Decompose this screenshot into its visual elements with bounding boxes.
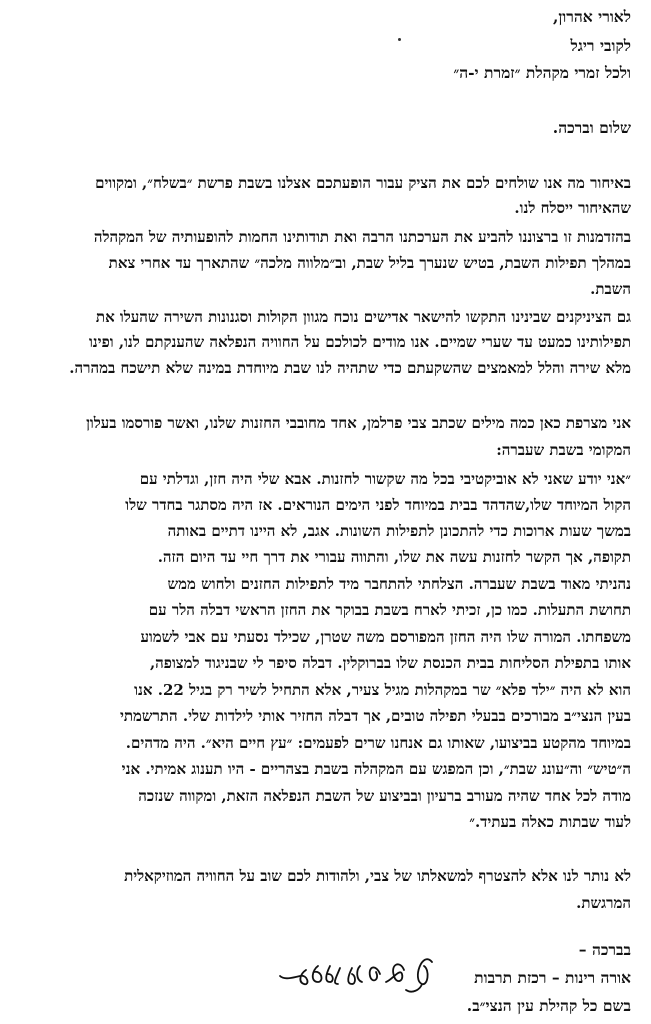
quote-line-10: בעין הנצי״ב מבורכים בבעלי תפילה טובים, אך דבלה החזיר אותי לילדות שלי. התרשמתי bbox=[119, 707, 631, 725]
quote-line-13: מודה לכל אחד שהיה מעורב ברעיון ובביצוע של השבת הנפלאה הזאת, ומקווה שנזכה bbox=[138, 787, 631, 805]
signoff-blessing: בברכה – bbox=[578, 940, 631, 959]
greeting: שלום וברכה. bbox=[552, 118, 631, 137]
quote-line-8: אותו בתפילת הסליחות בבית הכנסת שלו בברוקלין. דבלה סיפר לי שבניגוד למצופה, bbox=[149, 654, 631, 672]
paragraph-1-line-1: באיחור מה אנו שולחים לכם את הציק עבור הופעתכם אצלנו בשבת פרשת ״בשלח״, ומקווים bbox=[95, 174, 631, 192]
quote-line-6: תחושת התעלות. כמו כן, זכיתי לארח בשבת בבוקר את החזן הראשי דבלה הלר עם bbox=[148, 601, 631, 619]
handwritten-signature bbox=[272, 940, 442, 1000]
paragraph-3-line-2: תפילותינו כמעט עד שערי שמיים. אנו מודים לכולכם על החוויה הנפלאה שהענקתם לנו, ופינו bbox=[88, 333, 631, 351]
paragraph-4-line-2: המקומי בשבת שעברה: bbox=[496, 441, 631, 459]
paragraph-2-line-1: בהזדמנות זו ברצוננו להביע את הערכתנו הרבה ואת תודותינו החמות להופעותיה של המקהלה bbox=[93, 228, 631, 246]
quote-line-2: הקול המיוחד שלו,שהדהד בבית במיוחד לפני הימים הנוראים. אז היה מסתגר בחדר שלו bbox=[125, 496, 631, 514]
paragraph-2-line-3: השבת. bbox=[590, 280, 631, 298]
paragraph-3-line-1: גם הציניקנים שבינינו התקשו להישאר אדישים נוכח מגוון הקולות וסגנונות השירה שהעלו את bbox=[95, 308, 631, 326]
quote-line-7: משפחתו. המורה שלו היה החזן המפורסם משה שטרן, שכילד נסעתי עם אבי לשמוע bbox=[140, 628, 631, 646]
recipient-line-2: לקובי ריגל bbox=[570, 36, 631, 55]
signoff-name-role: אורה רינות – רכזת תרבות bbox=[474, 968, 631, 987]
paragraph-1-line-2: שהאיחור ייסלח לנו. bbox=[514, 199, 631, 217]
recipient-line-3: ולכל זמרי מקהלת ״זמרת י-ה״ bbox=[453, 63, 631, 82]
recipient-line-1: לאורי אהרון, bbox=[552, 7, 631, 26]
quote-line-5: נהניתי מאוד בשבת שעברה. הצלחתי להתחבר מיד לתפילות החזנים ולחוש ממש bbox=[167, 575, 631, 593]
quote-line-3: במשך שעות ארוכות כדי להתכונן לתפילות השונות. אגב, לא היינו דתיים באותה bbox=[167, 522, 631, 540]
signoff-on-behalf: בשם כל קהילת עין הנצי״ב. bbox=[466, 996, 631, 1015]
paragraph-2-line-2: במהלך תפילות השבת, בטיש שנערך בליל שבת, וב״מלווה מלכה״ שהתארך עד אחרי צאת bbox=[108, 254, 631, 272]
closing-line-2: המרגשת. bbox=[576, 894, 631, 912]
quote-line-4: תקופה, אך הקשר לחזנות עשה את שלו, והתווה עבורי את דרך חיי עד היום הזה. bbox=[157, 548, 631, 566]
closing-line-1: לא נותר לנו אלא להצטרף למשאלתו של צבי, ולהודות לכם שוב על החוויה המוזיקאלית bbox=[124, 867, 631, 885]
quote-line-11: במיוחד מהקטע בביצועו, שאותו גם אנחנו שרים לפעמים: ״עץ חיים היא״. היה מדהים. bbox=[125, 734, 631, 752]
paragraph-4-line-1: אני מצרפת כאן כמה מילים שכתב צבי פרלמן, אחד מחובבי החזנות שלנו, ואשר פורסמו בעלון bbox=[86, 414, 631, 432]
quote-line-1: ״אני יודע שאני לא אוביקטיבי בכל מה שקשור לחזנות. אבא שלי היה חזן, וגדלתי עם bbox=[139, 470, 631, 488]
scan-speck bbox=[398, 38, 401, 41]
quote-line-9: הוא לא היה ״ילד פלא״ שר במקהלות מגיל צעיר, אלא התחיל לשיר רק בגיל 22. אנו bbox=[134, 681, 631, 699]
quote-line-14: לעוד שבתות כאלה בעתיד.״ bbox=[469, 813, 631, 831]
quote-line-12: ה״טיש״ וה״עונג שבת״, וכן המפגש עם המקהלה בשבת בצהריים - היו תענוג אמיתי. אני bbox=[121, 760, 631, 778]
paragraph-3-line-3: מלא שירה והלל למאמצים שהשקעתם כדי שתהיה לנו שבת מיוחדת במינה שלא תישכח במהרה. bbox=[69, 359, 631, 377]
